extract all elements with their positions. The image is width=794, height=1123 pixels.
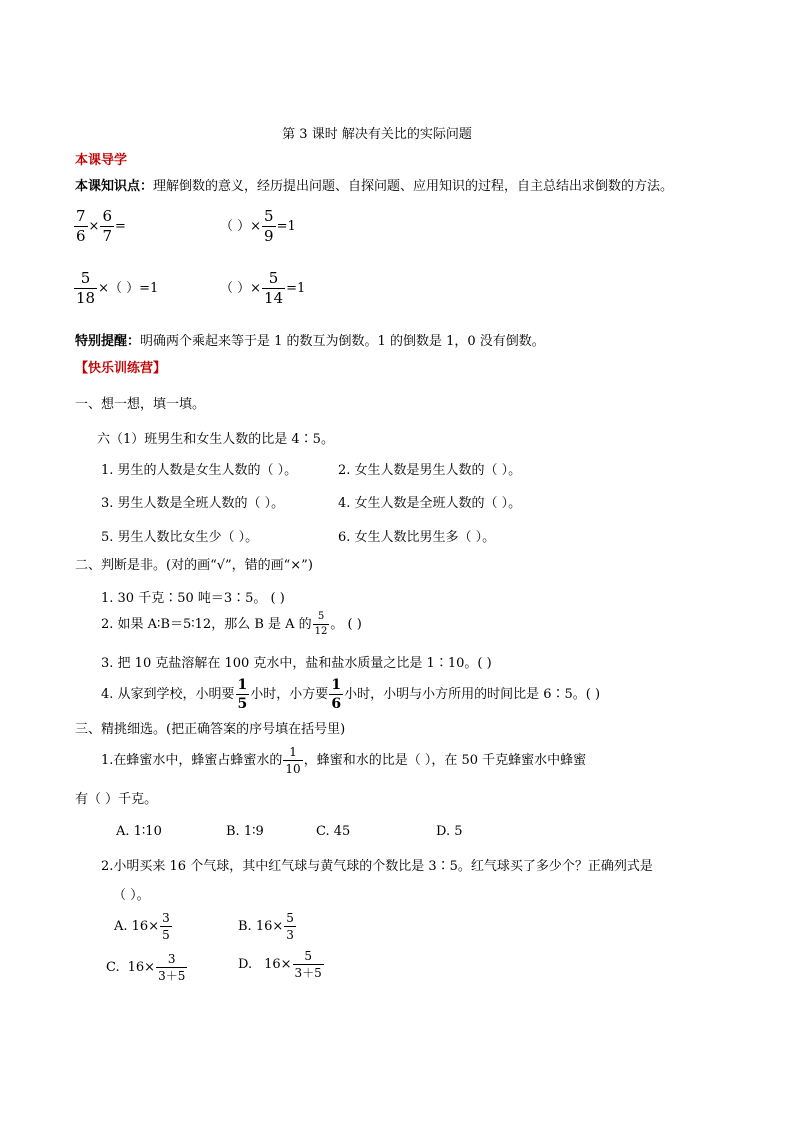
s2-question-1: 1. 30 千克∶50 吨＝3∶5。 ( )	[101, 591, 285, 606]
section-3-heading: 三、精挑细选。(把正确答案的序号填在括号里)	[75, 722, 346, 737]
fraction: $\frac{1}{5}$	[237, 677, 248, 712]
fraction: $\frac{7}{6}$	[76, 207, 86, 245]
fraction: $\frac{5}{18}$	[76, 269, 96, 307]
guide-heading: 本课导学	[75, 153, 128, 168]
page-title: 第 3 课时 解决有关比的实际问题	[282, 127, 472, 142]
s1-question-6: 6. 女生人数比男生多（ ）。	[338, 530, 496, 545]
calc-expression-3: $\frac{5}{18}$ ×（ ）=1	[76, 269, 159, 307]
reminder-label: 特别提醒：	[75, 334, 141, 349]
knowledge-point	[75, 179, 673, 195]
fraction: $\frac{5}{3+5}$	[294, 949, 322, 980]
camp-heading: 【快乐训练营】	[75, 361, 167, 376]
fraction: $\frac{3}{3+5}$	[158, 952, 186, 983]
fraction: $\frac{5}{14}$	[264, 269, 284, 307]
s2-question-3: 3. 把 10 克盐溶解在 100 克水中，盐和盐水质量之比是 1∶10。( )	[101, 656, 492, 671]
s1-question-1: 1. 男生的人数是女生人数的（ ）。	[101, 463, 298, 478]
s3-q2-option-b: B. 16× $\frac{5}{3}$	[238, 911, 294, 942]
s2-question-4: 4. 从家到学校，小明要 $\frac{1}{5}$ 小时，小方要 $\frac{1}{6}$ 小时，小明与小方所用的时间比是 6∶5。( )	[101, 677, 601, 712]
fraction: $\frac{1}{10}$	[285, 745, 301, 776]
knowledge-text: 理解倒数的意义，经历提出问题、自探问题、应用知识的过程，自主总结出求倒数的方法。	[153, 179, 674, 194]
s1-question-3: 3. 男生人数是全班人数的（ ）。	[101, 496, 285, 511]
fraction: $\frac{3}{5}$	[162, 911, 170, 942]
section-1-intro: 六（1）班男生和女生人数的比是 4∶5。	[97, 432, 334, 447]
knowledge-label: 本课知识点：	[75, 179, 154, 194]
s2-question-2: 2. 如果 A∶B＝5∶12，那么 B 是 A 的 $\frac{5}{12}$ 。 ( )	[101, 611, 362, 637]
reminder-text: 明确两个乘起来等于是 1 的数互为倒数。1 的倒数是 1，0 没有倒数。	[140, 334, 545, 349]
fraction: $\frac{6}{7}$	[102, 207, 112, 245]
fraction: $\frac{5}{3}$	[286, 911, 294, 942]
s1-question-2: 2. 女生人数是男生人数的（ ）。	[338, 463, 522, 478]
calc-expression-4: （ ）× $\frac{5}{14}$ =1	[220, 269, 306, 307]
s3-q1-option-b: B. 1∶9	[226, 824, 264, 839]
s3-q1-option-c: C. 45	[316, 824, 351, 839]
s3-q2-option-c: C. 16× $\frac{3}{3+5}$	[106, 952, 186, 983]
s3-question-2-line2: （ ）。	[113, 888, 150, 903]
calc-expression-2: （ ）× $\frac{5}{9}$ =1	[220, 207, 296, 245]
fraction: $\frac{1}{6}$	[331, 677, 342, 712]
fraction: $\frac{5}{12}$	[314, 611, 328, 637]
section-1-heading: 一、想一想，填一填。	[75, 397, 206, 412]
fraction: $\frac{5}{9}$	[264, 207, 274, 245]
s3-q2-option-d: D. 16× $\frac{5}{3+5}$	[238, 949, 322, 980]
special-reminder	[75, 334, 545, 350]
s1-question-5: 5. 男生人数比女生少（ ）。	[101, 530, 259, 545]
s3-question-2: 2.小明买来 16 个气球，其中红气球与黄气球的个数比是 3∶5。红气球买了多少个？正确列式是	[101, 859, 653, 874]
s3-question-1: 1.在蜂蜜水中，蜂蜜占蜂蜜水的 $\frac{1}{10}$ ，蜂蜜和水的比是（ ），在 50 千克蜂蜜水中蜂蜜	[101, 745, 587, 776]
s3-q2-option-a: A. 16× $\frac{3}{5}$	[114, 911, 170, 942]
calc-expression-1: $\frac{7}{6}$ × $\frac{6}{7}$ =	[76, 207, 126, 245]
s3-question-1-line2: 有（ ）千克。	[75, 792, 158, 807]
s3-q1-option-a: A. 1∶10	[116, 824, 162, 839]
s3-q1-option-d: D. 5	[436, 824, 463, 839]
s1-question-4: 4. 女生人数是全班人数的（ ）。	[338, 496, 522, 511]
section-2-heading: 二、判断是非。(对的画“√”，错的画“×”)	[75, 558, 313, 573]
